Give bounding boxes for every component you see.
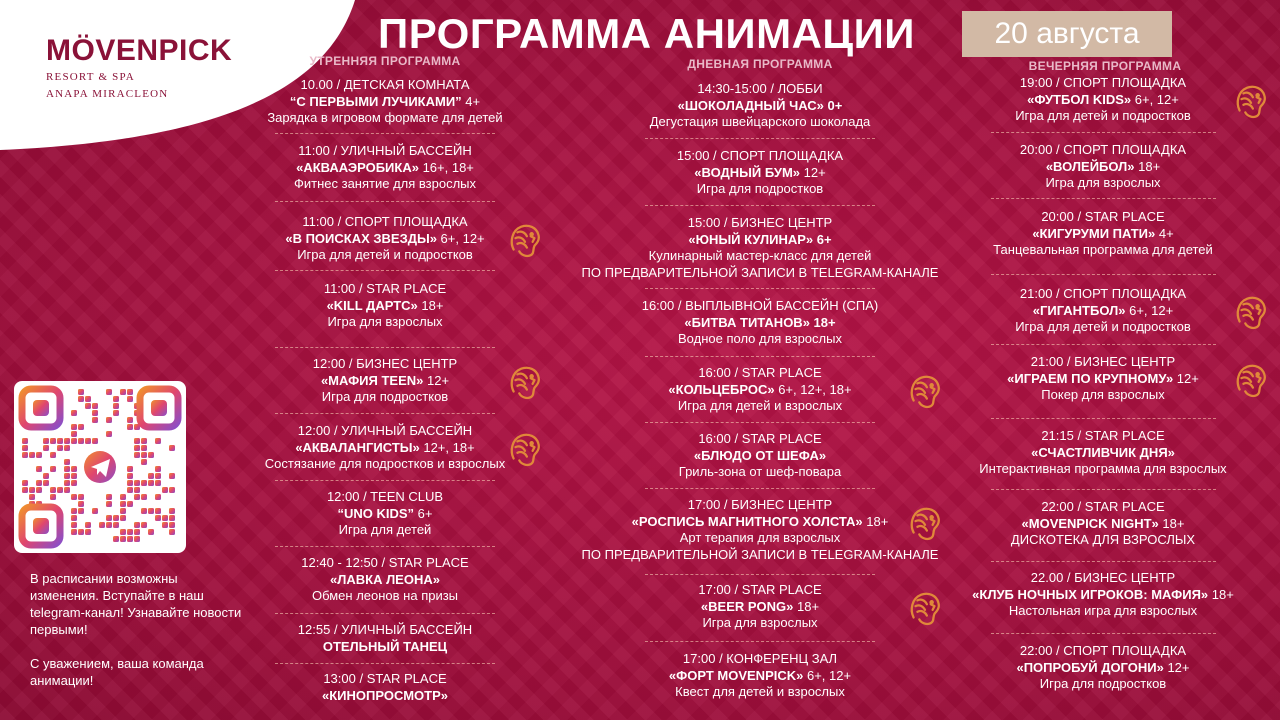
event-time-location: 12:00 / БИЗНЕС ЦЕНТР (312, 356, 458, 371)
event-name: «ПОПРОБУЙ ДОГОНИ» (1016, 659, 1164, 675)
event-name: «MOVENPICK NIGHT» (1021, 515, 1159, 531)
day-event (560, 298, 960, 348)
evening-event (953, 428, 1253, 478)
note-signature: С уважением, ваша команда анимации! (30, 656, 204, 688)
event-name: «ВОЛЕЙБОЛ» (1045, 158, 1135, 174)
hotel-logo (46, 34, 232, 102)
event-separator (991, 274, 1216, 275)
event-name: «МАФИЯ TEEN» (320, 372, 424, 388)
event-separator (991, 561, 1216, 562)
event-time-location: 11:00 / УЛИЧНЫЙ БАССЕЙН (298, 143, 472, 158)
event-name: «ГИГАНТБОЛ» (1032, 302, 1126, 318)
event-description: Состязание для подростков и взрослых (264, 456, 506, 471)
event-separator (645, 488, 875, 489)
event-name: «БИТВА ТИТАНОВ» 18+ (684, 314, 836, 330)
event-name: «ФУТБОЛ KIDS» (1027, 91, 1132, 107)
lion-icon (906, 504, 944, 542)
logo-area (0, 0, 370, 150)
event-name: «АКВААЭРОБИКА» (296, 159, 419, 175)
event-age: 12+, 18+ (419, 439, 475, 455)
logo-line2: ANAPA MIRACLEON (46, 88, 169, 100)
lion-icon (1232, 293, 1270, 331)
event-age: 18+ (417, 297, 444, 313)
evening-event (953, 209, 1253, 259)
event-name: «BEER PONG» (700, 598, 794, 614)
event-time-location: 17:00 / КОНФЕРЕНЦ ЗАЛ (682, 651, 838, 666)
schedule-note (30, 570, 245, 706)
morning-event (240, 356, 530, 406)
event-name: «ШОКОЛАДНЫЙ ЧАС» 0+ (677, 97, 843, 113)
event-description: Фитнес занятие для взрослых (293, 176, 477, 191)
event-registration-note: ПО ПРЕДВАРИТЕЛЬНОЙ ЗАПИСИ В TELEGRAM-КАНАЛЕ (581, 264, 939, 280)
event-age: 16+, 18+ (418, 159, 474, 175)
morning-event (240, 489, 530, 539)
evening-event (953, 570, 1253, 620)
event-description: Игра для взрослых (1045, 175, 1161, 190)
event-name: «KILL ДАРТС» (326, 297, 418, 313)
morning-event (240, 671, 530, 704)
event-time-location: 11:00 / STAR PLACE (323, 281, 447, 296)
event-separator (275, 201, 495, 202)
event-description: Обмен леонов на призы (311, 588, 459, 603)
event-age: 6+, 12+ (1125, 302, 1174, 318)
event-name: ОТЕЛЬНЫЙ ТАНЕЦ (322, 638, 448, 654)
event-description: Зарядка в игровом формате для детей (267, 110, 503, 125)
event-separator (991, 132, 1216, 133)
event-name: «ИГРАЕМ ПО КРУПНОМУ» (1007, 370, 1174, 386)
event-time-location: 12:00 / TEEN CLUB (326, 489, 444, 504)
event-age: 18+ (1208, 586, 1234, 602)
event-description: ДИСКОТЕКА ДЛЯ ВЗРОСЛЫХ (1010, 532, 1196, 547)
event-time-location: 10.00 / ДЕТСКАЯ КОМНАТА (300, 77, 470, 92)
event-age: 4+ (461, 93, 481, 109)
event-age: 12+ (1163, 659, 1190, 675)
event-separator (275, 347, 495, 348)
event-age: 18+ (862, 513, 889, 529)
event-age: 12+ (423, 372, 450, 388)
event-name: «РОСПИСЬ МАГНИТНОГО ХОЛСТА» (631, 513, 863, 529)
lion-icon (506, 221, 544, 259)
event-time-location: 21:00 / СПОРТ ПЛОЩАДКА (1019, 286, 1187, 301)
evening-event (953, 286, 1253, 336)
event-description: Игра для детей и взрослых (677, 398, 843, 413)
event-time-location: 16:00 / ВЫПЛЫВНОЙ БАССЕЙН (СПА) (641, 298, 879, 313)
event-name: «КИНОПРОСМОТР» (322, 687, 448, 703)
event-time-location: 13:00 / STAR PLACE (323, 671, 447, 686)
event-age: 18+ (1134, 158, 1161, 174)
event-separator (275, 546, 495, 547)
event-separator (991, 633, 1216, 634)
event-separator (645, 641, 875, 642)
event-name: «В ПОИСКАХ ЗВЕЗДЫ» (285, 230, 437, 246)
event-name: «СЧАСТЛИВЧИК ДНЯ» (1031, 444, 1175, 460)
note-text: В расписании возможны изменения. Вступайте в наш telegram-канал! Узнавайте новости первыми! (30, 571, 242, 637)
event-name: “UNO KIDS” (337, 505, 415, 521)
event-separator (645, 138, 875, 139)
event-separator (275, 663, 495, 664)
event-name: «КИГУРУМИ ПАТИ» (1032, 225, 1156, 241)
logo-line1: RESORT & SPA (46, 71, 135, 83)
event-description: Игра для взрослых (327, 314, 443, 329)
event-age: 6+, 12+ (803, 667, 852, 683)
event-time-location: 12:55 / УЛИЧНЫЙ БАССЕЙН (297, 622, 473, 637)
evening-event (953, 354, 1253, 404)
event-time-location: 16:00 / STAR PLACE (698, 431, 822, 446)
event-description: Водное поло для взрослых (678, 331, 842, 346)
day-event (560, 215, 960, 281)
event-description: Арт терапия для взрослых (679, 530, 841, 545)
event-separator (645, 422, 875, 423)
event-separator (645, 356, 875, 357)
lion-icon (906, 589, 944, 627)
evening-event (953, 643, 1253, 693)
event-age: 18+ (793, 598, 820, 614)
event-description: Игра для детей и подростков (1015, 108, 1191, 123)
event-name: «ЮНЫЙ КУЛИНАР» 6+ (688, 231, 832, 247)
event-separator (275, 133, 495, 134)
event-separator (645, 288, 875, 289)
event-separator (275, 613, 495, 614)
event-age: 12+ (800, 164, 826, 180)
event-name: «КЛУБ НОЧНЫХ ИГРОКОВ: МАФИЯ» (972, 586, 1209, 602)
event-registration-note: ПО ПРЕДВАРИТЕЛЬНОЙ ЗАПИСИ В TELEGRAM-КАНАЛЕ (581, 546, 939, 562)
event-time-location: 17:00 / STAR PLACE (698, 582, 822, 597)
event-description: Настольная игра для взрослых (1008, 603, 1198, 618)
event-age: 6+, 12+ (436, 230, 485, 246)
morning-event (240, 622, 530, 655)
event-time-location: 22:00 / STAR PLACE (1041, 499, 1165, 514)
event-name: «ВОДНЫЙ БУМ» (694, 164, 801, 180)
evening-event (953, 499, 1253, 549)
morning-event (240, 214, 530, 264)
event-age: 4+ (1155, 225, 1174, 241)
event-time-location: 22.00 / БИЗНЕС ЦЕНТР (1030, 570, 1176, 585)
event-time-location: 14:30-15:00 / ЛОББИ (697, 81, 823, 96)
day-event (560, 651, 960, 701)
event-description: Интерактивная программа для взрослых (979, 461, 1227, 476)
event-separator (991, 344, 1216, 345)
morning-event (240, 281, 530, 331)
event-description: Игра для подростков (321, 389, 449, 404)
event-separator (275, 480, 495, 481)
event-time-location: 19:00 / СПОРТ ПЛОЩАДКА (1019, 75, 1187, 90)
event-description: Квест для детей и взрослых (675, 684, 845, 699)
event-time-location: 21:00 / БИЗНЕС ЦЕНТР (1030, 354, 1176, 369)
event-separator (991, 489, 1216, 490)
logo-brand: MÖVENPICK (46, 34, 233, 67)
event-description: Игра для подростков (696, 181, 824, 196)
event-time-location: 12:40 - 12:50 / STAR PLACE (301, 555, 469, 570)
event-time-location: 11:00 / СПОРТ ПЛОЩАДКА (302, 214, 468, 229)
event-description: Игра для взрослых (702, 615, 818, 630)
morning-event (240, 555, 530, 605)
event-description: Игра для подростков (1039, 676, 1167, 691)
day-event (560, 81, 960, 131)
event-name: «ФОРТ MOVENPICK» (668, 667, 804, 683)
event-time-location: 16:00 / STAR PLACE (698, 365, 822, 380)
lion-icon (506, 430, 544, 468)
lion-icon (906, 372, 944, 410)
event-age: 6+ (414, 505, 433, 521)
event-name: “С ПЕРВЫМИ ЛУЧИКАМИ” (289, 93, 462, 109)
event-age: 6+, 12+, 18+ (774, 381, 852, 397)
day-event (560, 431, 960, 481)
event-description: Дегустация швейцарского шоколада (649, 114, 871, 129)
day-event (560, 365, 960, 415)
evening-event (953, 142, 1253, 192)
event-name: «БЛЮДО ОТ ШЕФА» (693, 447, 827, 463)
event-time-location: 20:00 / СПОРТ ПЛОЩАДКА (1019, 142, 1187, 157)
event-time-location: 15:00 / СПОРТ ПЛОЩАДКА (676, 148, 844, 163)
day-event (560, 582, 960, 632)
event-description: Гриль-зона от шеф-повара (678, 464, 842, 479)
date-badge: 20 августа (962, 11, 1172, 57)
section-title-evening: ВЕЧЕРНЯЯ ПРОГРАММА (1028, 59, 1182, 73)
morning-event (240, 77, 530, 127)
event-separator (645, 205, 875, 206)
lion-icon (1232, 82, 1270, 120)
event-description: Покер для взрослых (1041, 387, 1165, 402)
lion-icon (1232, 361, 1270, 399)
evening-event (953, 75, 1253, 125)
event-name: «ЛАВКА ЛЕОНА» (330, 571, 440, 587)
event-name: «АКВАЛАНГИСТЫ» (295, 439, 420, 455)
morning-event (240, 423, 530, 473)
event-age: 6+, 12+ (1131, 91, 1179, 107)
event-time-location: 12:00 / УЛИЧНЫЙ БАССЕЙН (297, 423, 473, 438)
day-event (560, 148, 960, 198)
section-title-morning: УТРЕННЯЯ ПРОГРАММА (309, 54, 461, 68)
lion-icon (506, 363, 544, 401)
event-separator (275, 270, 495, 271)
page-title: ПРОГРАММА АНИМАЦИИ (378, 10, 915, 57)
event-separator (991, 198, 1216, 199)
section-title-day: ДНЕВНАЯ ПРОГРАММА (687, 57, 833, 71)
event-separator (645, 574, 875, 575)
event-description: Кулинарный мастер-класс для детей (648, 248, 872, 263)
event-time-location: 22:00 / СПОРТ ПЛОЩАДКА (1019, 643, 1187, 658)
event-description: Игра для детей и подростков (1015, 319, 1191, 334)
event-description: Игра для детей (338, 522, 432, 537)
event-separator (275, 413, 495, 414)
telegram-qr-code[interactable] (14, 381, 186, 553)
event-name: «КОЛЬЦЕБРОС» (668, 381, 775, 397)
qr-pattern (14, 381, 186, 553)
event-time-location: 15:00 / БИЗНЕС ЦЕНТР (687, 215, 833, 230)
event-time-location: 20:00 / STAR PLACE (1041, 209, 1165, 224)
event-separator (991, 418, 1216, 419)
event-description: Игра для детей и подростков (297, 247, 473, 262)
event-age: 18+ (1158, 515, 1185, 531)
morning-event (240, 143, 530, 193)
event-age: 12+ (1173, 370, 1199, 386)
event-description: Танцевальная программа для детей (993, 242, 1213, 257)
event-time-location: 21:15 / STAR PLACE (1041, 428, 1165, 443)
event-time-location: 17:00 / БИЗНЕС ЦЕНТР (687, 497, 833, 512)
day-event (560, 497, 960, 563)
